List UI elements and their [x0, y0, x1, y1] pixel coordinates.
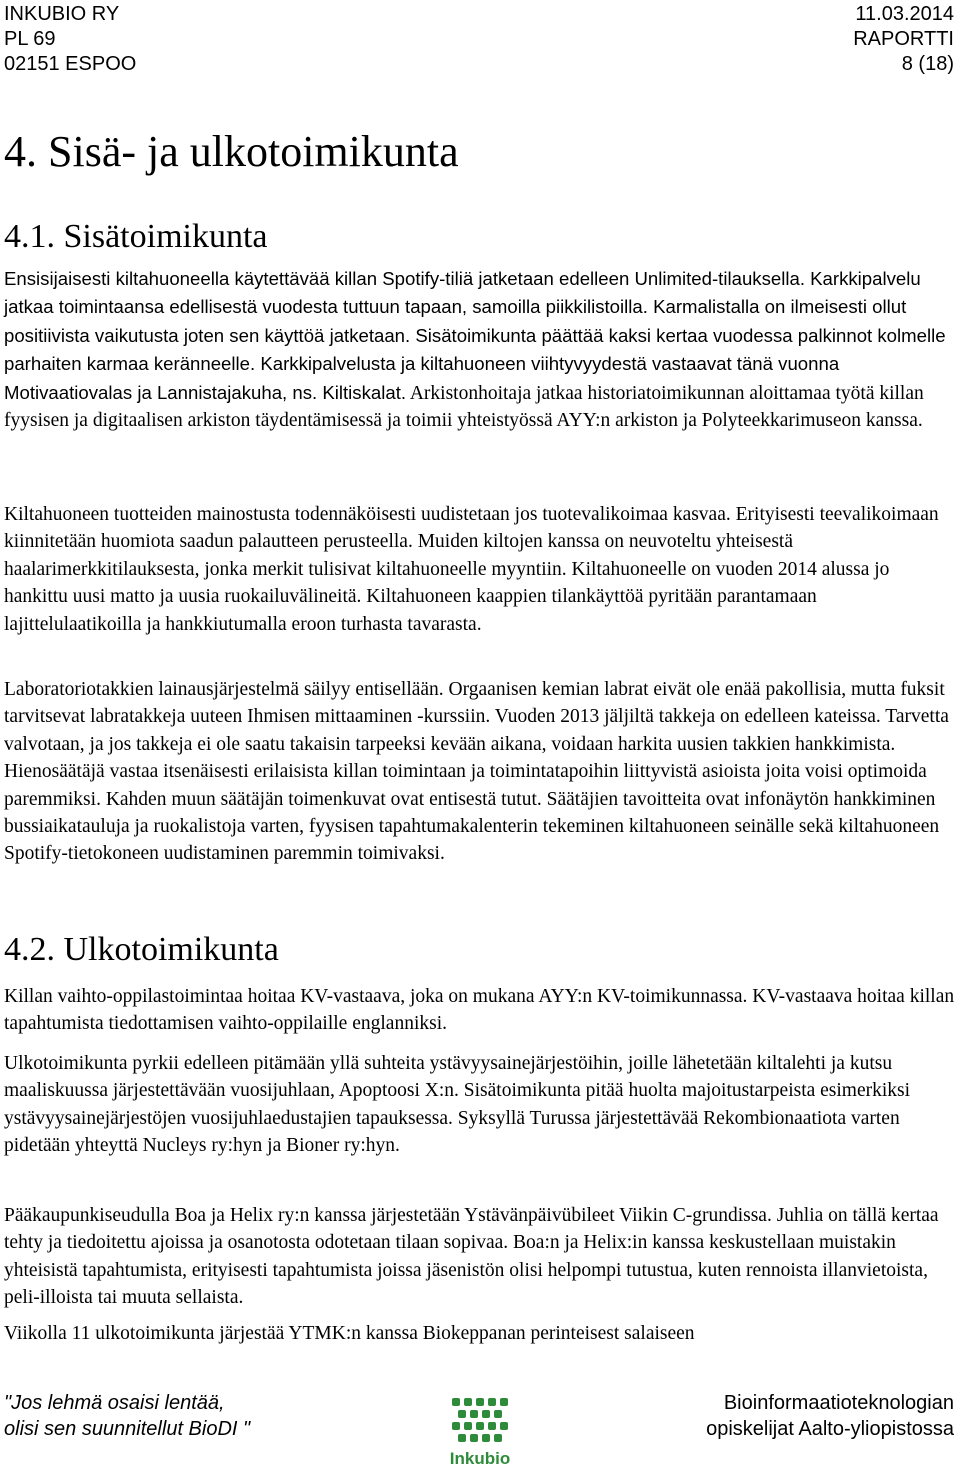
paragraph-part: Ensisijaisesti kiltahuoneella käytettävää killan Spotify-tiliä jatketaan edelleen Unlimited-tilauksella. Karkkipalvelu jatkaa toimintaansa edellisestä vuodesta tuttuun tapaan, samoilla piikkilistoilla. Karmalistalla on ilmeisesti ollut positiivista vaikutusta joten sen käyttöä jatketaan. Sisätoimikunta päättää kaksi kertaa vuodessa palkinnot kolmelle parhaiten karmaa keränneelle. Karkkipalvelusta ja kiltahuoneen viihtyvyydestä vastaavat tänä vuonna Motivaatiovalas ja Lannistajakuha, ns. Kiltiskalat.: [4, 268, 946, 403]
page-footer: [0, 1384, 960, 1471]
subsection-heading-sisatoimikunta: 4.1. Sisätoimikunta: [4, 218, 268, 255]
footer-quote-line: "Jos lehmä osaisi lentää,: [4, 1392, 225, 1414]
footer-quote: [4, 1390, 250, 1442]
paragraph: Viikolla 11 ulkotoimikunta järjestää YTMK:n kanssa Biokeppanan perinteisest salaiseen: [4, 1323, 695, 1344]
section-heading: 4. Sisä- ja ulkotoimikunta: [4, 127, 459, 176]
paragraph: Kiltahuoneen tuotteiden mainostusta todennäköisesti uudistetaan jos tuotevalikoimaa kasvaa. Erityisesti teevalikoimaan kiinnitetään huomiota saadun palautteen perusteella. Muiden kiltojen kanssa on neuvoteltu yhteisestä haalarimerkkitilauksesta, jonka merkit tulisivat kiltahuoneelle myyntiin. Kiltahuoneelle on vuoden 2014 alussa jo hankittu uusi matto ja uusia ruokailuvälineitä. Kiltahuoneen kaappien tilankäyttöä pyritään parantamaan lajittelulaatikoilla ja hankkiutumalla eroon turhasta tavarasta.: [4, 504, 939, 635]
paragraph: Ulkotoimikunta pyrkii edelleen pitämään yllä suhteita ystävyysainejärjestöihin, joille lähetetään kiltalehti ja kutsu maaliskuussa järjestettävään vuosijuhlaan, Apoptoosi X:n. Sisätoimikunta pitää huolta majoitustarpeista esimerkiksi ystävyysainejärjestöjen vuosijuhlaedustajien tapauksessa. Syksyllä Turussa järjestettävää Rekombionaatiota varten pidetään yhteyttä Nucleys ry:hyn ja Bioner ry:hyn.: [4, 1053, 911, 1157]
footer-tagline-line: Bioinformaatioteknologian: [723, 1392, 954, 1414]
footer-tagline: [706, 1390, 954, 1442]
paragraph-part: Arkistonhoitaja jatkaa historiatoimikunnan aloittamaa työtä killan fyysisen ja digitaalisen arkiston täydentämisessä ja toimii yhteistyössä AYY:n arkiston ja Polyteekkarimuseon kanssa.: [4, 382, 924, 432]
org-pobox: PL 69: [4, 28, 56, 50]
org-postal: 02151 ESPOO: [4, 53, 137, 75]
paragraph: [4, 265, 956, 434]
subsection-heading-ulkotoimikunta: 4.2. Ulkotoimikunta: [4, 931, 279, 968]
footer-tagline-line: opiskelijat Aalto-yliopistossa: [706, 1418, 954, 1440]
page-number: 8 (18): [901, 53, 954, 75]
doc-type: RAPORTTI: [853, 28, 954, 50]
logo-graphic: [430, 1390, 530, 1470]
doc-date: 11.03.2014: [855, 3, 954, 25]
page-header: [0, 0, 960, 75]
paragraph: Killan vaihto-oppilastoimintaa hoitaa KV-vastaava, joka on mukana AYY:n KV-toimikunnassa. KV-vastaava hoitaa killan tapahtumista tiedottamisen vaihto-oppilaille englanniksi.: [4, 986, 955, 1035]
footer-quote-line: olisi sen suunnitellut BioDI ": [4, 1418, 251, 1440]
paragraph: Laboratoriotakkien lainausjärjestelmä säilyy entisellään. Orgaanisen kemian labrat eivät ole enää pakollisia, mutta fuksit tarvitsevat labratakkeja uuteen Ihmisen mittaaminen -kurssiin. Vuoden 2013 jäljiltä takkeja on edelleen kateissa. Tarvetta valvotaan, ja jos takkeja ei ole saatu takaisin tarpeeksi kevään aikana, voidaan harkita uusien takkien hankkimista. Hienosäätäjä vastaa itsenäisesti erilaisista killan toimintaan ja toimintatapoihin liittyvistä asioista joita voisi optimoida paremmiksi. Kahden muun säätäjän toimenkuvat ovat entisestä tutut. Säätäjien tavoitteita ovat infonäytön hankkiminen bussiaikatauluja ja ruokalistoja varten, fyysisen tapahtumakalenterin tekeminen kiltahuoneen seinälle sekä kiltahuoneen Spotify-tietokoneen uudistaminen paremmin toimivaksi.: [4, 679, 949, 865]
logo-text: Inkubio: [449, 1449, 511, 1468]
paragraph: Pääkaupunkiseudulla Boa ja Helix ry:n kanssa järjestetään Ystävänpäivübileet Viikin C-grundissa. Juhlia on tällä kertaa tehty ja tiedoitettu ajoissa ja osanotosta odotetaan tilaan sopivaa. Boa:n ja Helix:in kanssa keskustellaan muistakin yhteisistä tapahtumista, erityisesti tapahtumista joissa jäsenistön olisi helpompi tutustua, kuten rennoista illanvietoista, peli-illoista tai muuta sellaista.: [4, 1205, 939, 1309]
org-name: INKUBIO RY: [4, 3, 120, 25]
inkubio-logo: [430, 1390, 530, 1470]
